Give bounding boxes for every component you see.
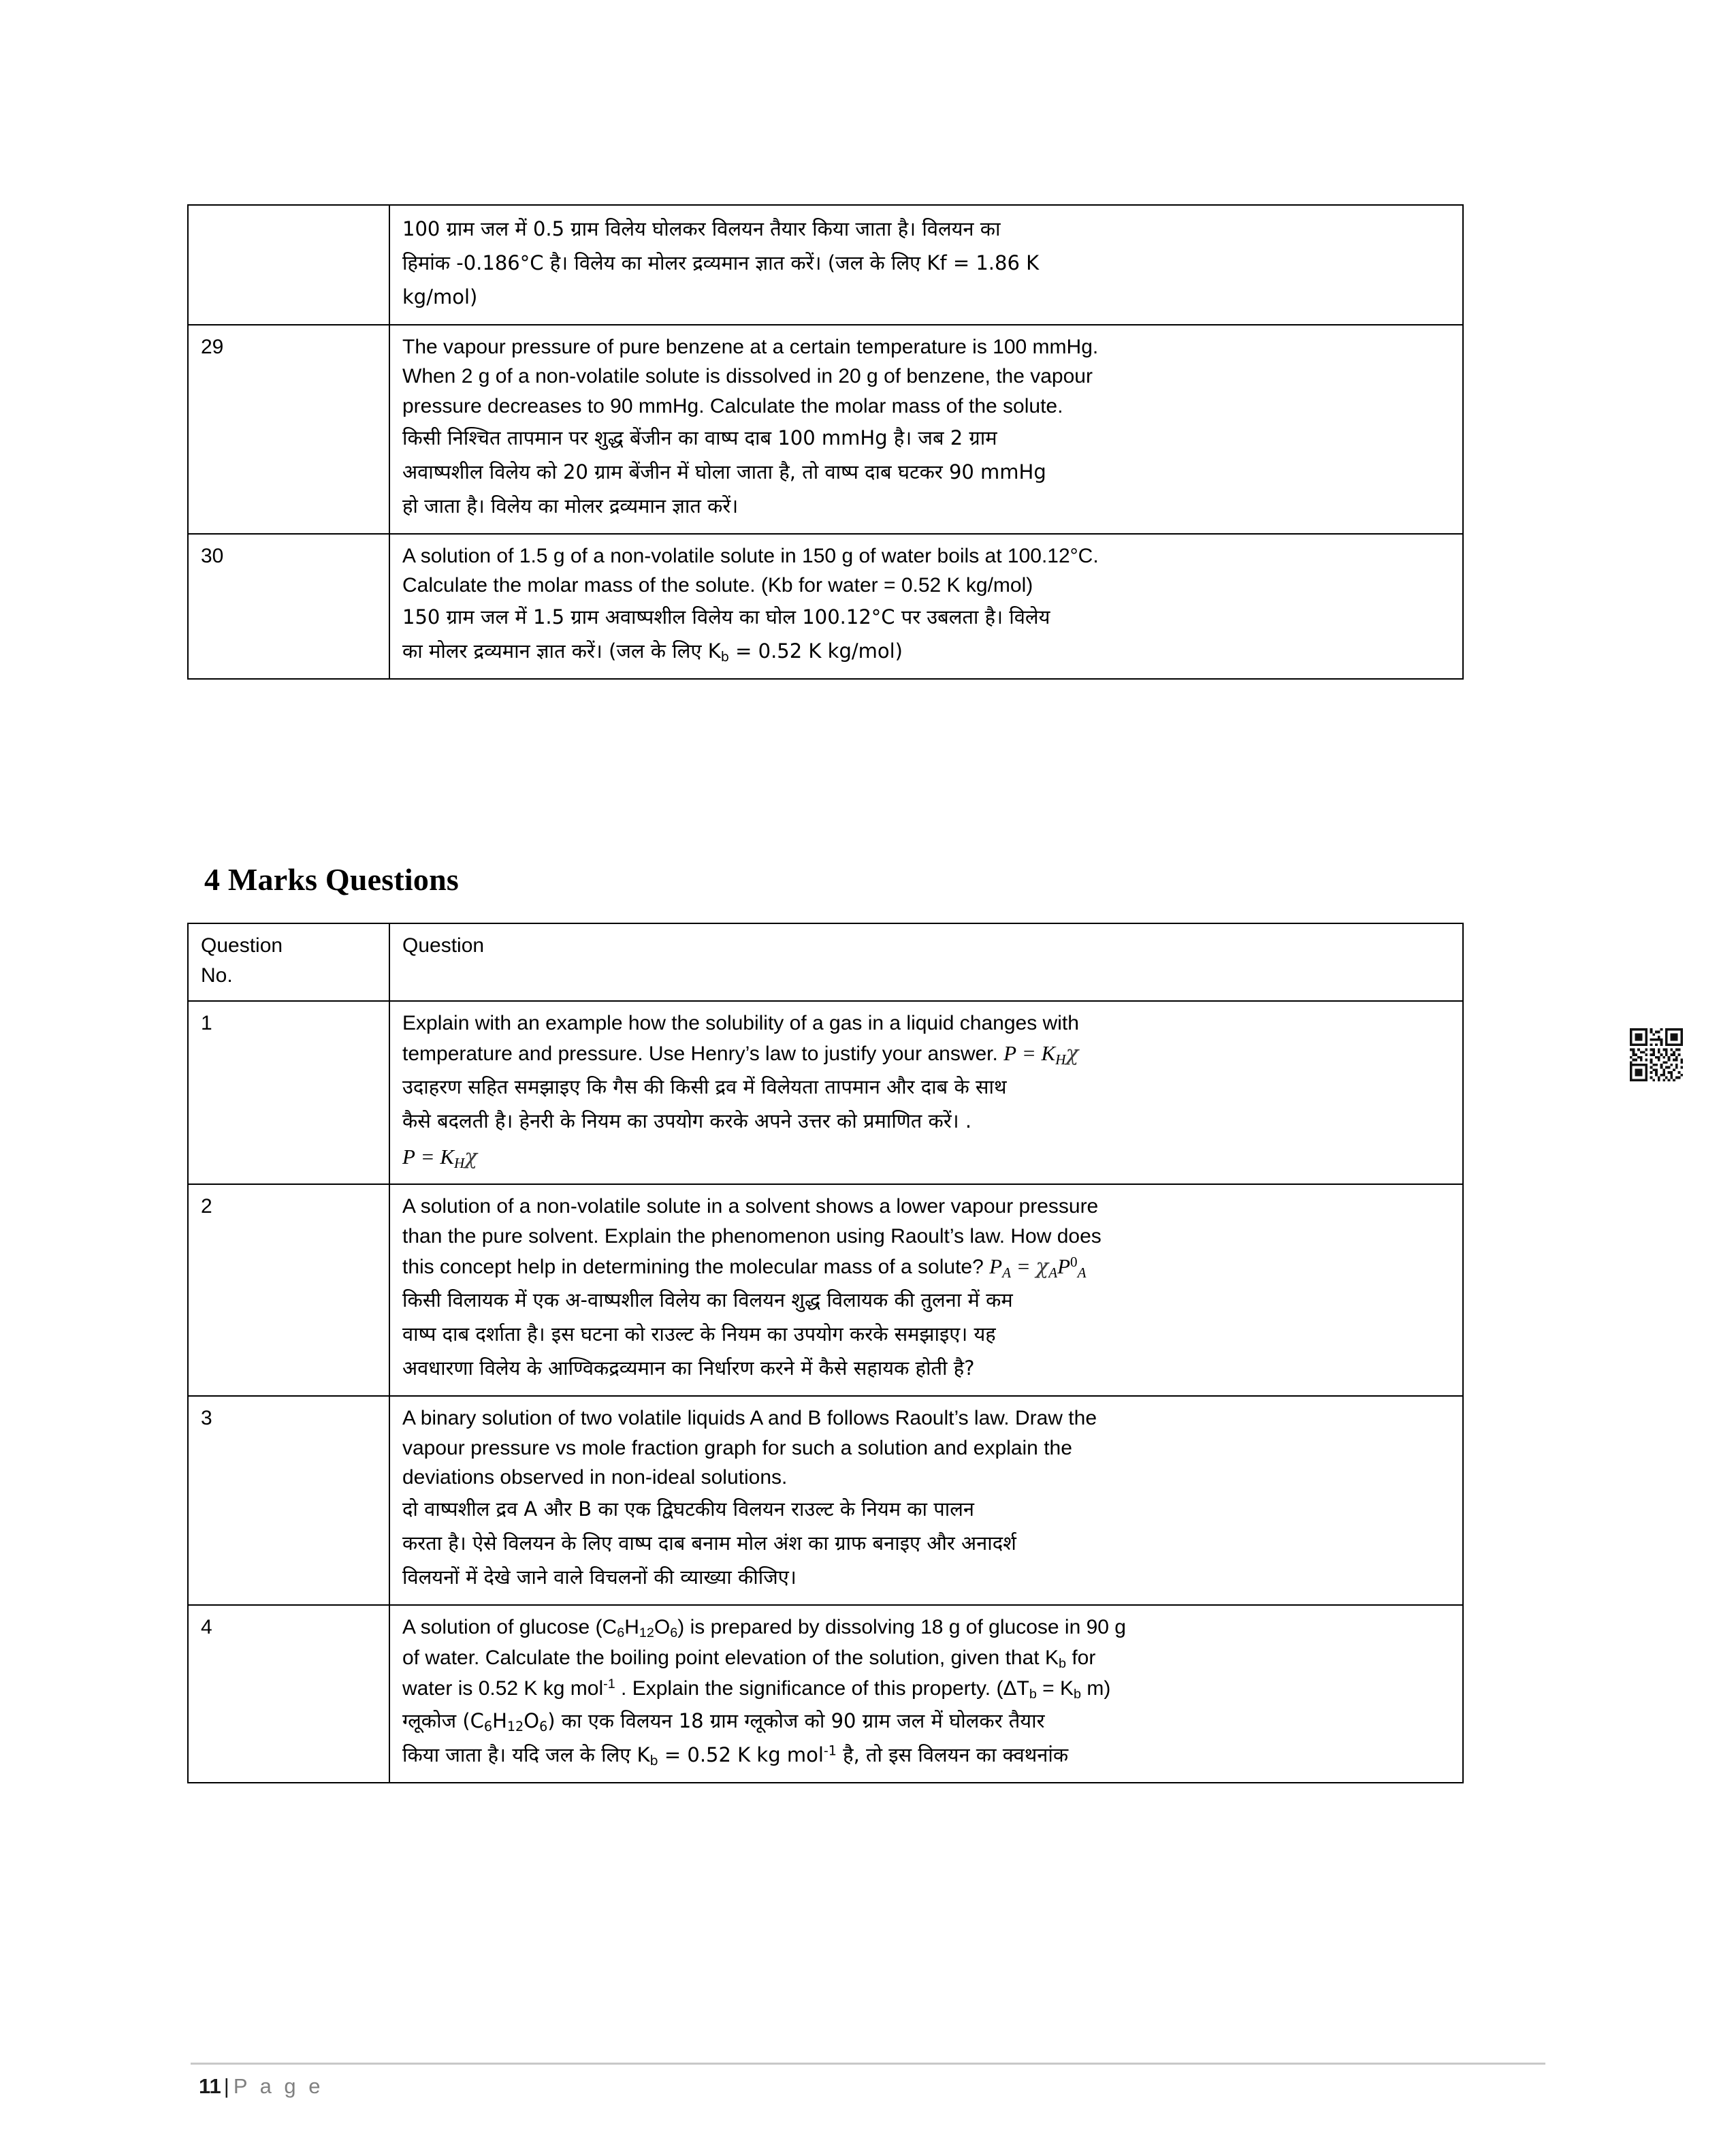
question-hindi-line: kg/mol) — [402, 285, 478, 308]
question-english-line: vapour pressure vs mole fraction graph for such a solution and explain the — [402, 1436, 1072, 1459]
column-header-question — [389, 923, 1463, 1001]
question-number-cell: 1 — [188, 1001, 389, 1184]
table-row — [188, 1605, 1463, 1783]
subscript: b — [649, 1752, 658, 1768]
question-number-cell: 2 — [188, 1184, 389, 1396]
question-number-cell: 30 — [188, 534, 389, 679]
question-hindi-line: दो वाष्पशील द्रव A और B का एक द्विघटकीय विलयन राउल्ट के नियम का पालन — [402, 1497, 975, 1521]
question-english-line: deviations observed in non-ideal solutions. — [402, 1466, 788, 1489]
henry-law-formula-standalone: $P = K_H\chi$ — [402, 1144, 478, 1171]
question-body-cell — [389, 1396, 1463, 1605]
question-body-cell — [389, 534, 1463, 679]
page-footer — [199, 2074, 324, 2099]
subscript: b — [1029, 1686, 1037, 1702]
hindi-text-suffix: = 0.52 K kg/mol) — [728, 639, 903, 663]
english-text: m) — [1081, 1677, 1111, 1700]
question-english-line — [402, 1251, 1453, 1284]
english-text: ) is prepared by dissolving 18 g of glucose in 90 g — [677, 1615, 1126, 1638]
english-text: = K — [1036, 1677, 1074, 1700]
subscript-b: b — [720, 649, 729, 665]
column-header-line: No. — [201, 964, 233, 987]
raoult-law-formula: $P_A = \chi_AP^0_A$ — [989, 1254, 1087, 1282]
hindi-text: किया जाता है। यदि जल के लिए K — [402, 1743, 650, 1766]
subscript: 12 — [639, 1625, 654, 1640]
footer-divider — [191, 2063, 1545, 2065]
question-hindi-line — [402, 635, 1453, 669]
four-marks-questions-table — [187, 923, 1464, 1783]
hindi-text: है, तो इस विलयन का क्वथनांक — [836, 1743, 1069, 1766]
question-hindi-line — [402, 1704, 1453, 1738]
question-hindi-line: 100 ग्राम जल में 0.5 ग्राम विलेय घोलकर विलयन तैयार किया जाता है। विलयन का — [402, 217, 1001, 240]
english-text: A solution of glucose (C — [402, 1615, 617, 1638]
subscript: 6 — [483, 1718, 493, 1734]
table-row — [188, 534, 1463, 679]
footer-page-word: P a g e — [233, 2074, 324, 2098]
footer-page-number: 11 — [199, 2074, 221, 2098]
subscript: 12 — [507, 1718, 524, 1734]
henry-law-formula: $P = K_H\chi$ — [1003, 1041, 1079, 1068]
subscript: 6 — [670, 1625, 678, 1640]
table-row — [188, 205, 1463, 325]
question-hindi-line: हो जाता है। विलेय का मोलर द्रव्यमान ज्ञात करें। — [402, 494, 739, 518]
hindi-text: = 0.52 K kg mol — [658, 1743, 824, 1766]
english-text: H — [624, 1615, 639, 1638]
question-body-cell — [389, 1001, 1463, 1184]
question-english-line: A binary solution of two volatile liquids A and B follows Raoult’s law. Draw the — [402, 1406, 1097, 1429]
question-hindi-line — [402, 1738, 1453, 1773]
table-header-row — [188, 923, 1463, 1001]
question-english-line: A solution of a non-volatile solute in a solvent shows a lower vapour pressure — [402, 1194, 1099, 1218]
question-hindi-line: 150 ग्राम जल में 1.5 ग्राम अवाष्पशील विलेय का घोल 100.12°C पर उबलता है। विलेय — [402, 605, 1050, 629]
table-row — [188, 1396, 1463, 1605]
english-text: water is 0.52 K kg mol — [402, 1677, 604, 1700]
question-hindi-line: करता है। ऐसे विलयन के लिए वाष्प दाब बनाम मोल अंश का ग्राफ बनाइए और अनादर्श — [402, 1531, 1016, 1555]
footer-separator: | — [223, 2074, 229, 2098]
question-english-line — [402, 1674, 1453, 1704]
question-english-line: pressure decreases to 90 mmHg. Calculate the molar mass of the solute. — [402, 395, 1063, 418]
question-hindi-line: किसी विलायक में एक अ-वाष्पशील विलेय का विलयन शुद्ध विलायक की तुलना में कम — [402, 1288, 1013, 1312]
column-header-line: Question — [402, 934, 485, 957]
english-text: of water. Calculate the boiling point elevation of the solution, given that K — [402, 1646, 1059, 1669]
question-english-line — [402, 1612, 1453, 1643]
question-english-line — [402, 1643, 1453, 1674]
two-marks-questions-table — [187, 204, 1464, 680]
question-number-cell: 29 — [188, 325, 389, 534]
english-text: for — [1065, 1646, 1096, 1669]
english-text: temperature and pressure. Use Henry’s law to justify your answer. — [402, 1043, 1004, 1066]
table-row — [188, 325, 1463, 534]
hindi-text: ग्लूकोज (C — [402, 1709, 484, 1732]
section-heading-4-marks: 4 Marks Questions — [204, 862, 459, 897]
english-text: O — [654, 1615, 671, 1638]
question-english-line: Explain with an example how the solubility of a gas in a liquid changes with — [402, 1011, 1079, 1034]
question-english-line: than the pure solvent. Explain the phenomenon using Raoult’s law. How does — [402, 1224, 1102, 1248]
question-english-line: Calculate the molar mass of the solute. (Kb for water = 0.52 K kg/mol) — [402, 574, 1033, 597]
question-hindi-line: कैसे बदलती है। हेनरी के नियम का उपयोग करके अपने उत्तर को प्रमाणित करें। . — [402, 1109, 972, 1132]
hindi-text: O — [524, 1709, 540, 1732]
hindi-text: ) का एक विलयन 18 ग्राम ग्लूकोज को 90 ग्राम जल में घोलकर तैयार — [547, 1709, 1045, 1732]
subscript: 6 — [539, 1718, 548, 1734]
table-row — [188, 1001, 1463, 1184]
question-hindi-line: उदाहरण सहित समझाइए कि गैस की किसी द्रव में विलेयता तापमान और दाब के साथ — [402, 1075, 1007, 1099]
subscript: 6 — [617, 1625, 625, 1640]
question-number-cell — [188, 205, 389, 325]
hindi-text-prefix: का मोलर द्रव्यमान ज्ञात करें। (जल के लिए K — [402, 639, 721, 663]
table-row — [188, 1184, 1463, 1396]
question-body-cell — [389, 325, 1463, 534]
question-hindi-line: वाष्प दाब दर्शाता है। इस घटना को राउल्ट के नियम का उपयोग करके समझाइए। यह — [402, 1322, 996, 1346]
english-text: this concept help in determining the molecular mass of a solute? — [402, 1256, 990, 1279]
column-header-question-no — [188, 923, 389, 1001]
english-text: . Explain the significance of this property. (ΔT — [615, 1677, 1029, 1700]
question-english-line: When 2 g of a non-volatile solute is dissolved in 20 g of benzene, the vapour — [402, 365, 1093, 388]
subscript: b — [1058, 1655, 1066, 1671]
question-hindi-line: अवाष्पशील विलेय को 20 ग्राम बेंजीन में घोला जाता है, तो वाष्प दाब घटकर 90 mmHg — [402, 460, 1046, 483]
question-hindi-line: अवधारणा विलेय के आण्विकद्रव्यमान का निर्धारण करने में कैसे सहायक होती है? — [402, 1356, 975, 1380]
question-hindi-line: किसी निश्चित तापमान पर शुद्ध बेंजीन का वाष्प दाब 100 mmHg है। जब 2 ग्राम — [402, 426, 997, 450]
question-english-line — [402, 1038, 1453, 1070]
qr-code — [1630, 1028, 1683, 1081]
subscript: b — [1074, 1686, 1082, 1702]
column-header-line: Question — [201, 934, 283, 957]
question-body-cell — [389, 1184, 1463, 1396]
question-number-cell: 4 — [188, 1605, 389, 1783]
question-body-cell — [389, 205, 1463, 325]
question-number-cell: 3 — [188, 1396, 389, 1605]
question-hindi-line: हिमांक -0.186°C है। विलेय का मोलर द्रव्यमान ज्ञात करें। (जल के लिए Kf = 1.86 K — [402, 251, 1040, 274]
hindi-text: H — [492, 1709, 507, 1732]
question-body-cell — [389, 1605, 1463, 1783]
superscript: -1 — [823, 1743, 837, 1759]
question-english-line: A solution of 1.5 g of a non-volatile solute in 150 g of water boils at 100.12°C. — [402, 544, 1099, 567]
superscript: -1 — [603, 1676, 615, 1691]
question-english-line: The vapour pressure of pure benzene at a certain temperature is 100 mmHg. — [402, 335, 1099, 358]
question-hindi-line: विलयनों में देखे जाने वाले विचलनों की व्याख्या कीजिए। — [402, 1565, 797, 1589]
